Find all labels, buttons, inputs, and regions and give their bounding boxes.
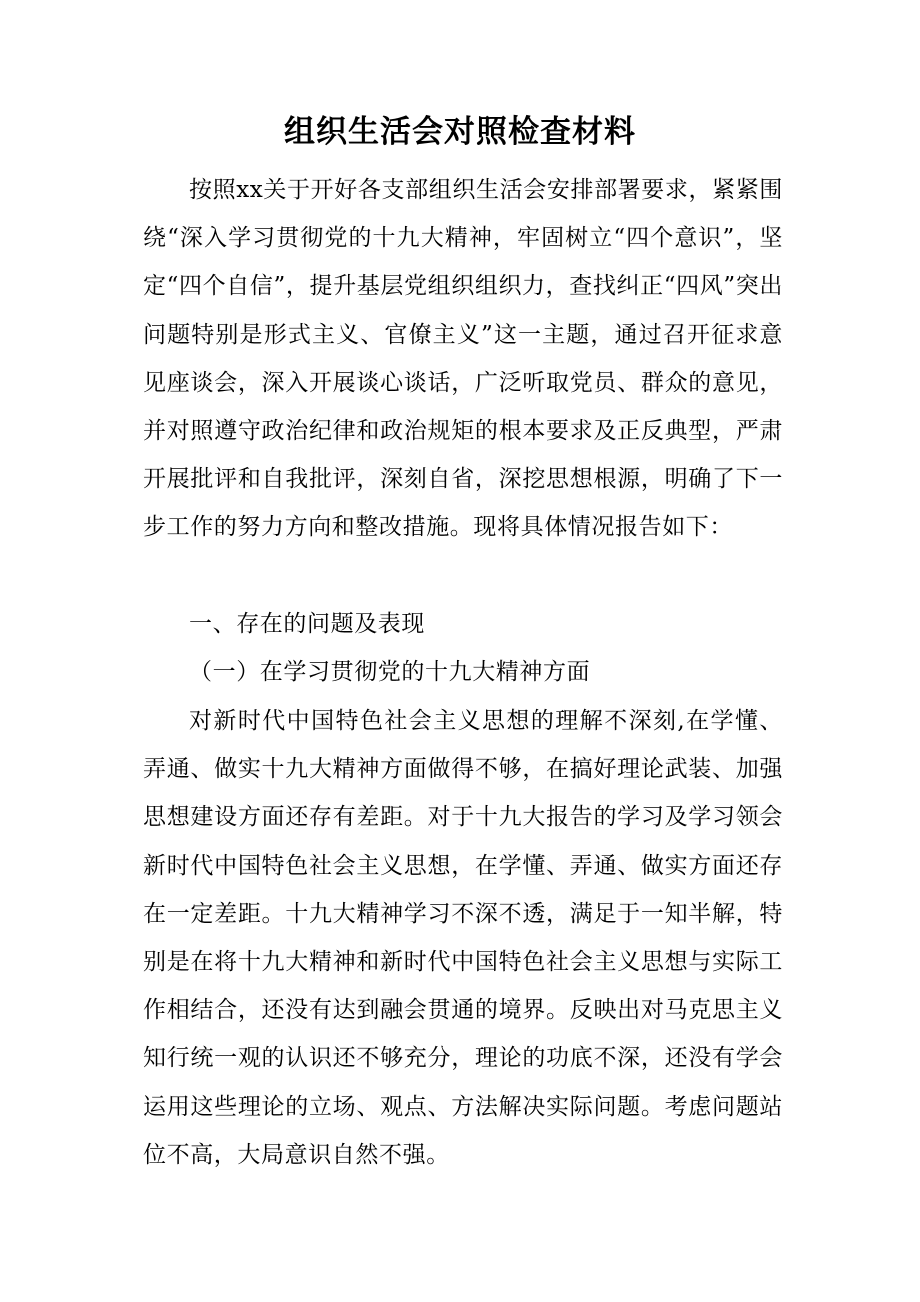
subsection-heading: （一）在学习贯彻党的十九大精神方面: [189, 659, 591, 685]
subsection-body-paragraph: 对新时代中国特色社会主义思想的理解不深刻,在学懂、弄通、做实十九大精神方面做得不够，在搞好理论武装、加强思想建设方面还存有差距。对于十九大报告的学习及学习领会新时代中国特色社会主义思想，在学懂、弄通、做实方面还存在一定差距。十九大精神学习不深不透，满足于一知半解，特别是在将十九大精神和新时代中国特色社会主义思想与实际工作相结合，还没有达到融会贯通的境界。反映出对马克思主义知行统一观的认识还不够充分，理论的功底不深，还没有学会运用这些理论的立场、观点、方法解决实际问题。考虑问题站位不高，大局意识自然不强。: [143, 708, 783, 1168]
section-heading: 一、存在的问题及表现: [189, 611, 425, 637]
document-title: 组织生活会对照检查材料: [284, 114, 636, 150]
intro-paragraph: 按照xx关于开好各支部组织生活会安排部署要求，紧紧围绕“深入学习贯彻党的十九大精神，牢固树立“四个意识”，坚定“四个自信”，提升基层党组织组织力，查找纠正“四风”突出问题特别是形式主义、官僚主义”这一主题，通过召开征求意见座谈会，深入开展谈心谈话，广泛听取党员、群众的意见，并对照遵守政治纪律和政治规矩的根本要求及正反典型，严肃开展批评和自我批评，深刻自省，深挖思想根源，明确了下一步工作的努力方向和整改措施。现将具体情况报告如下：: [143, 177, 783, 541]
